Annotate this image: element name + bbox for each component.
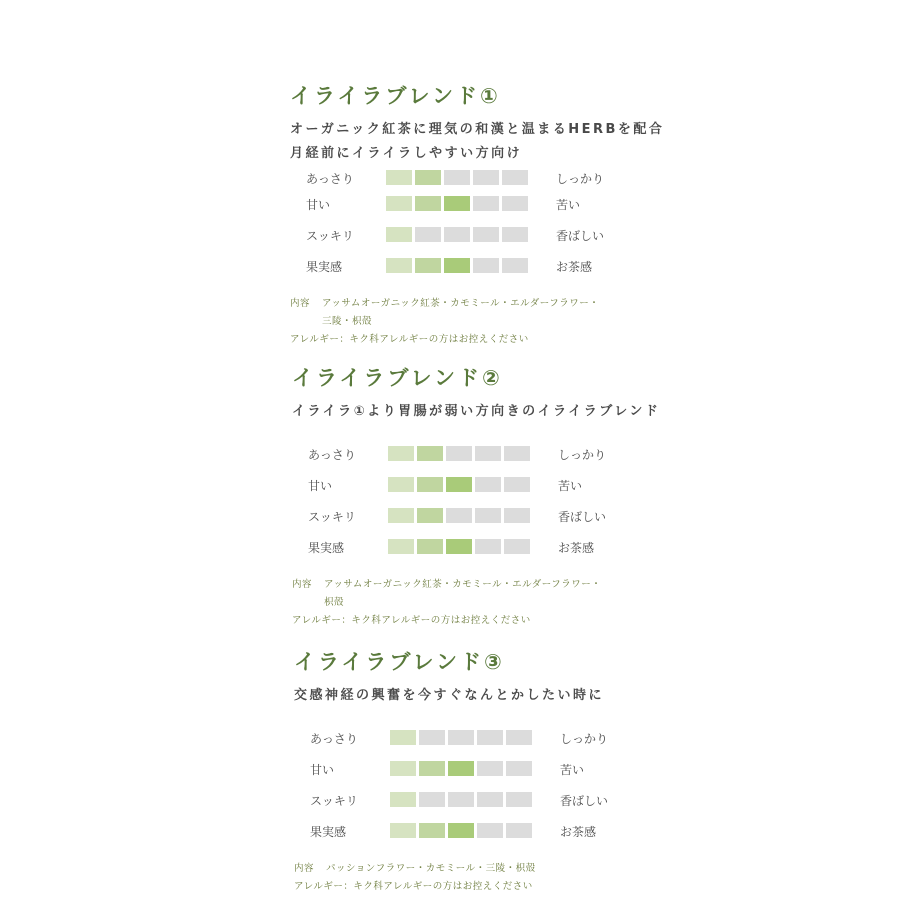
taste-scale-row: [294, 819, 724, 850]
blend-title: イライラブレンド③: [294, 650, 505, 674]
scale-bar-filled: [446, 477, 472, 492]
scale-bars: [386, 258, 528, 273]
scale-bar-filled: [390, 823, 416, 838]
scale-bars: [386, 227, 528, 242]
scale-bar-empty: [502, 258, 528, 273]
blend-description: [290, 118, 720, 166]
scale-bar-filled: [419, 761, 445, 776]
scale-right-label: しっかり: [558, 448, 607, 462]
blend-notes: [292, 576, 722, 630]
scale-left-label: 果実感: [306, 260, 343, 274]
scale-bar-empty: [506, 730, 532, 745]
scale-bar-empty: [502, 170, 528, 185]
scale-bar-empty: [419, 792, 445, 807]
scale-bar-empty: [473, 258, 499, 273]
scale-bars: [390, 823, 532, 838]
scale-bar-filled: [448, 823, 474, 838]
scale-bars: [390, 730, 532, 745]
scale-bar-filled: [386, 227, 412, 242]
scale-right-label: お茶感: [558, 541, 595, 555]
scale-bar-empty: [444, 170, 470, 185]
scale-bars: [390, 761, 532, 776]
scale-left-label: スッキリ: [306, 229, 354, 243]
scale-right-label: お茶感: [560, 825, 597, 839]
scale-bar-filled: [390, 761, 416, 776]
scale-bar-empty: [473, 170, 499, 185]
scale-bar-filled: [386, 258, 412, 273]
blend-title: イライラブレンド①: [290, 84, 501, 108]
contents-text: アッサムオーガニック紅茶・カモミール・エルダーフラワー・: [324, 579, 602, 590]
contents-line: [292, 576, 722, 594]
allergy-note: アレルギー：キク科アレルギーの方はお控えください: [292, 615, 531, 626]
scale-bar-empty: [477, 730, 503, 745]
taste-scale-row: [292, 504, 722, 535]
scale-left-label: あっさり: [306, 172, 354, 186]
scale-bar-empty: [506, 761, 532, 776]
scale-bars: [388, 539, 530, 554]
taste-scale-row: [294, 788, 724, 819]
scale-bar-empty: [444, 227, 470, 242]
scale-bar-filled: [417, 477, 443, 492]
taste-scale-row: [294, 757, 724, 788]
scale-bar-filled: [419, 823, 445, 838]
blend-notes: [290, 295, 720, 349]
scale-bar-empty: [477, 761, 503, 776]
scale-bars: [388, 508, 530, 523]
scale-left-label: 果実感: [310, 825, 347, 839]
taste-scales: [290, 166, 720, 285]
scale-bar-empty: [504, 446, 530, 461]
blend-section-1: [290, 82, 720, 349]
scale-bar-empty: [473, 227, 499, 242]
scale-bar-filled: [386, 170, 412, 185]
scale-right-label: 苦い: [556, 198, 581, 212]
scale-bar-empty: [504, 477, 530, 492]
blend-description: [292, 400, 722, 424]
contents-line: [294, 860, 724, 878]
scale-bar-empty: [502, 227, 528, 242]
blend-section-3: [294, 648, 724, 896]
description-line: オーガニック紅茶に理気の和漢と温まるHERBを配合: [290, 122, 665, 137]
scale-bar-filled: [415, 196, 441, 211]
description-line: 交感神経の興奮を今すぐなんとかしたい時に: [294, 688, 605, 703]
scale-left-label: スッキリ: [308, 510, 356, 524]
scale-left-label: 甘い: [306, 198, 331, 212]
taste-scale-row: [290, 254, 720, 285]
scale-right-label: 苦い: [558, 479, 583, 493]
scale-left-label: あっさり: [310, 732, 358, 746]
scale-bar-empty: [473, 196, 499, 211]
scale-right-label: しっかり: [556, 172, 605, 186]
contents-label: 内容: [294, 863, 315, 874]
scale-bar-filled: [448, 761, 474, 776]
contents-line-cont: 三陵・枳殻: [322, 316, 373, 327]
contents-text: アッサムオーガニック紅茶・カモミール・エルダーフラワー・: [322, 298, 600, 309]
allergy-note: アレルギー：キク科アレルギーの方はお控えください: [294, 881, 533, 892]
description-line: 月経前にイライラしやすい方向け: [290, 146, 523, 161]
scale-bar-filled: [417, 508, 443, 523]
taste-scale-row: [290, 192, 720, 223]
scale-bar-empty: [446, 446, 472, 461]
scale-bar-empty: [502, 196, 528, 211]
scale-bar-empty: [506, 823, 532, 838]
scale-left-label: 甘い: [310, 763, 335, 777]
scale-bar-empty: [475, 539, 501, 554]
scale-bar-filled: [388, 477, 414, 492]
taste-scale-row: [292, 473, 722, 504]
taste-scale-row: [290, 223, 720, 254]
scale-right-label: 香ばしい: [558, 510, 607, 524]
scale-bar-filled: [417, 539, 443, 554]
blend-section-2: [292, 364, 722, 630]
contents-label: 内容: [292, 579, 313, 590]
scale-left-label: あっさり: [308, 448, 356, 462]
scale-bar-empty: [477, 823, 503, 838]
taste-scales: [292, 442, 722, 566]
scale-bar-empty: [504, 539, 530, 554]
scale-bar-filled: [388, 539, 414, 554]
scale-left-label: スッキリ: [310, 794, 358, 808]
contents-line: [290, 295, 720, 313]
scale-bars: [386, 170, 528, 185]
scale-bar-empty: [448, 730, 474, 745]
blend-notes: [294, 860, 724, 896]
description-line: イライラ①より胃腸が弱い方向きのイライラブレンド: [292, 404, 661, 419]
scale-left-label: 甘い: [308, 479, 333, 493]
scale-right-label: 香ばしい: [560, 794, 609, 808]
allergy-note: アレルギー：キク科アレルギーの方はお控えください: [290, 334, 529, 345]
scale-bar-filled: [415, 258, 441, 273]
scale-bar-filled: [386, 196, 412, 211]
taste-scale-row: [290, 166, 720, 192]
scale-bar-empty: [448, 792, 474, 807]
scale-bar-empty: [475, 508, 501, 523]
scale-bars: [386, 196, 528, 211]
taste-scale-row: [294, 726, 724, 757]
scale-bar-filled: [444, 258, 470, 273]
scale-bars: [388, 446, 530, 461]
contents-line-cont: 枳殻: [324, 597, 345, 608]
scale-bar-empty: [419, 730, 445, 745]
scale-bar-filled: [444, 196, 470, 211]
scale-right-label: 香ばしい: [556, 229, 605, 243]
scale-right-label: 苦い: [560, 763, 585, 777]
scale-bar-filled: [417, 446, 443, 461]
contents-text: パッションフラワー・カモミール・三陵・枳殻: [326, 863, 536, 874]
scale-bar-empty: [446, 508, 472, 523]
scale-bar-filled: [415, 170, 441, 185]
scale-bar-empty: [475, 446, 501, 461]
scale-bar-filled: [446, 539, 472, 554]
taste-scales: [294, 726, 724, 850]
taste-scale-row: [292, 442, 722, 473]
contents-label: 内容: [290, 298, 311, 309]
scale-left-label: 果実感: [308, 541, 345, 555]
blend-description: [294, 684, 724, 708]
scale-bars: [390, 792, 532, 807]
scale-bars: [388, 477, 530, 492]
scale-right-label: お茶感: [556, 260, 593, 274]
scale-bar-empty: [504, 508, 530, 523]
scale-bar-filled: [390, 730, 416, 745]
blend-title: イライラブレンド②: [292, 366, 503, 390]
scale-bar-empty: [506, 792, 532, 807]
taste-scale-row: [292, 535, 722, 566]
scale-bar-empty: [475, 477, 501, 492]
scale-bar-empty: [415, 227, 441, 242]
scale-right-label: しっかり: [560, 732, 609, 746]
scale-bar-filled: [388, 446, 414, 461]
scale-bar-empty: [477, 792, 503, 807]
scale-bar-filled: [390, 792, 416, 807]
scale-bar-filled: [388, 508, 414, 523]
